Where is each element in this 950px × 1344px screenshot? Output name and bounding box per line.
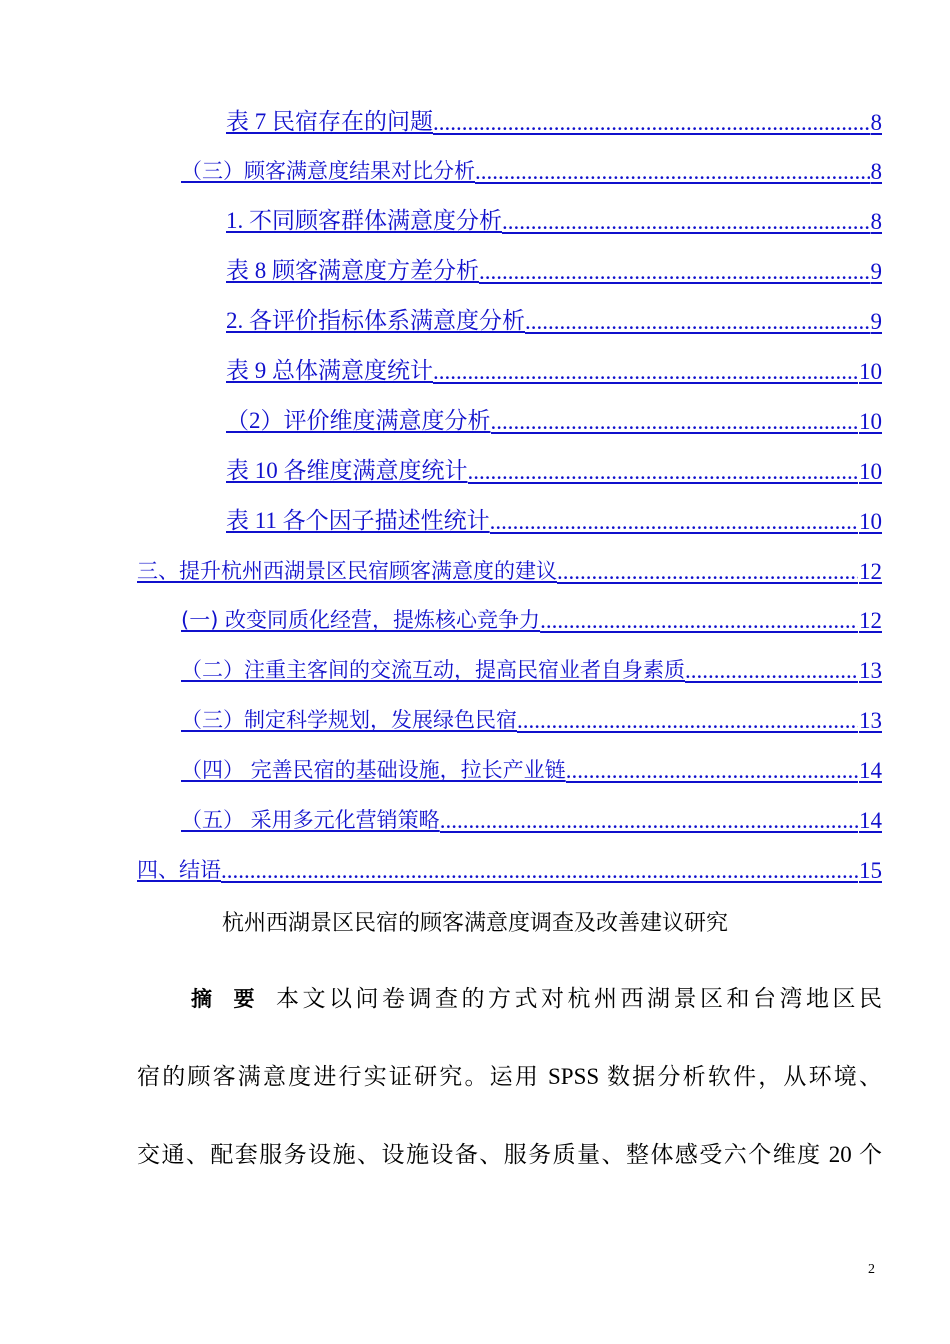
toc-entry-page: 8 (870, 209, 882, 234)
toc-entry-section-3-1[interactable] (181, 598, 882, 634)
toc-entry-section-3-2[interactable] (181, 648, 882, 684)
abstract-text: 本文以问卷调查的方式对杭州西湖景区和台湾地区民 (276, 986, 882, 1011)
toc-entry-text: 三、提升杭州西湖景区民宿顾客满意度的建议 (137, 559, 557, 583)
toc-entry-3-3-2[interactable] (226, 299, 882, 335)
toc-leader-dots (557, 559, 858, 585)
toc-leader-dots (525, 309, 870, 335)
toc-entry-text: (一) 改变同质化经营，提炼核心竞争力 (181, 608, 541, 632)
toc-entry-table7[interactable] (226, 100, 882, 136)
toc-entry-table8[interactable] (226, 249, 882, 285)
toc-entry-page: 13 (859, 708, 882, 733)
toc-entry-page: 10 (859, 359, 882, 384)
toc-leader-dots (502, 209, 870, 235)
toc-entry-section-3-3[interactable] (181, 149, 882, 185)
abstract-line: 宿的顾客满意度进行实证研究。运用 SPSS 数据分析软件，从环境、 (137, 1064, 882, 1089)
toc-entry-text: 表 8 顾客满意度方差分析 (226, 258, 479, 283)
toc-leader-dots (517, 708, 858, 734)
toc-entry-text: 2. 各评价指标体系满意度分析 (226, 308, 525, 333)
toc-entry-table11[interactable] (226, 499, 882, 535)
toc-entry-page: 12 (859, 608, 882, 633)
toc-entry-page: 9 (870, 309, 882, 334)
toc-entry-page: 14 (859, 808, 882, 833)
toc-leader-dots (685, 658, 858, 684)
toc-entry-text: 表 9 总体满意度统计 (226, 358, 433, 383)
toc-leader-dots (540, 608, 858, 634)
toc-leader-dots (566, 758, 858, 784)
toc-entry-page: 8 (870, 159, 882, 184)
abstract-label: 摘要 (191, 987, 276, 1011)
page-number: 2 (868, 1262, 875, 1277)
toc-entry-text: 表 10 各维度满意度统计 (226, 458, 468, 483)
toc-leader-dots (433, 359, 858, 385)
toc-entry-page: 9 (870, 259, 882, 284)
toc-entry-section-3-4[interactable] (181, 748, 882, 784)
toc-entry-chapter-3[interactable] (137, 549, 882, 585)
toc-entry-text: （三）制定科学规划，发展绿色民宿 (181, 708, 517, 732)
toc-entry-table10[interactable] (226, 449, 882, 485)
abstract-line (137, 980, 882, 1058)
toc-entry-text: 表 7 民宿存在的问题 (226, 109, 433, 134)
toc-entry-page: 8 (870, 110, 882, 135)
toc-leader-dots (490, 509, 858, 535)
toc-entry-text: 表 11 各个因子描述性统计 (226, 508, 490, 533)
toc-leader-dots (433, 110, 870, 136)
toc-leader-dots (475, 159, 870, 185)
toc-entry-table9[interactable] (226, 349, 882, 385)
toc-entry-page: 15 (859, 858, 882, 883)
toc-entry-3-3-1[interactable] (226, 199, 882, 235)
paper-title: 杭州西湖景区民宿的顾客满意度调查及改善建议研究 (221, 911, 728, 936)
toc-entry-text: （2）评价维度满意度分析 (226, 408, 491, 433)
toc-entry-page: 10 (859, 409, 882, 434)
toc-entry-page: 12 (859, 559, 882, 584)
toc-entry-text: 四、结语 (137, 858, 221, 882)
toc-leader-dots (221, 858, 858, 884)
toc-leader-dots (468, 459, 859, 485)
toc-entry-text: （四） 完善民宿的基础设施，拉长产业链 (181, 758, 566, 782)
toc-entry-dimension-analysis[interactable] (226, 399, 882, 435)
toc-leader-dots (440, 808, 858, 834)
toc-entry-page: 13 (859, 658, 882, 683)
toc-entry-section-3-5[interactable] (181, 798, 882, 834)
toc-entry-page: 14 (859, 758, 882, 783)
toc-entry-text: （五） 采用多元化营销策略 (181, 808, 440, 832)
toc-leader-dots (491, 409, 859, 435)
toc-entry-section-3-3b[interactable] (181, 698, 882, 734)
toc-entry-text: （二）注重主客间的交流互动，提高民宿业者自身素质 (181, 658, 685, 682)
toc-entry-page: 10 (859, 509, 882, 534)
toc-entry-chapter-4[interactable] (137, 848, 882, 884)
abstract-line: 交通、配套服务设施、设施设备、服务质量、整体感受六个维度 20 个 (137, 1142, 882, 1167)
toc-leader-dots (479, 259, 870, 285)
toc-entry-page: 10 (859, 459, 882, 484)
toc-entry-text: （三）顾客满意度结果对比分析 (181, 159, 475, 183)
toc-entry-text: 1. 不同顾客群体满意度分析 (226, 208, 502, 233)
abstract (137, 980, 882, 1214)
